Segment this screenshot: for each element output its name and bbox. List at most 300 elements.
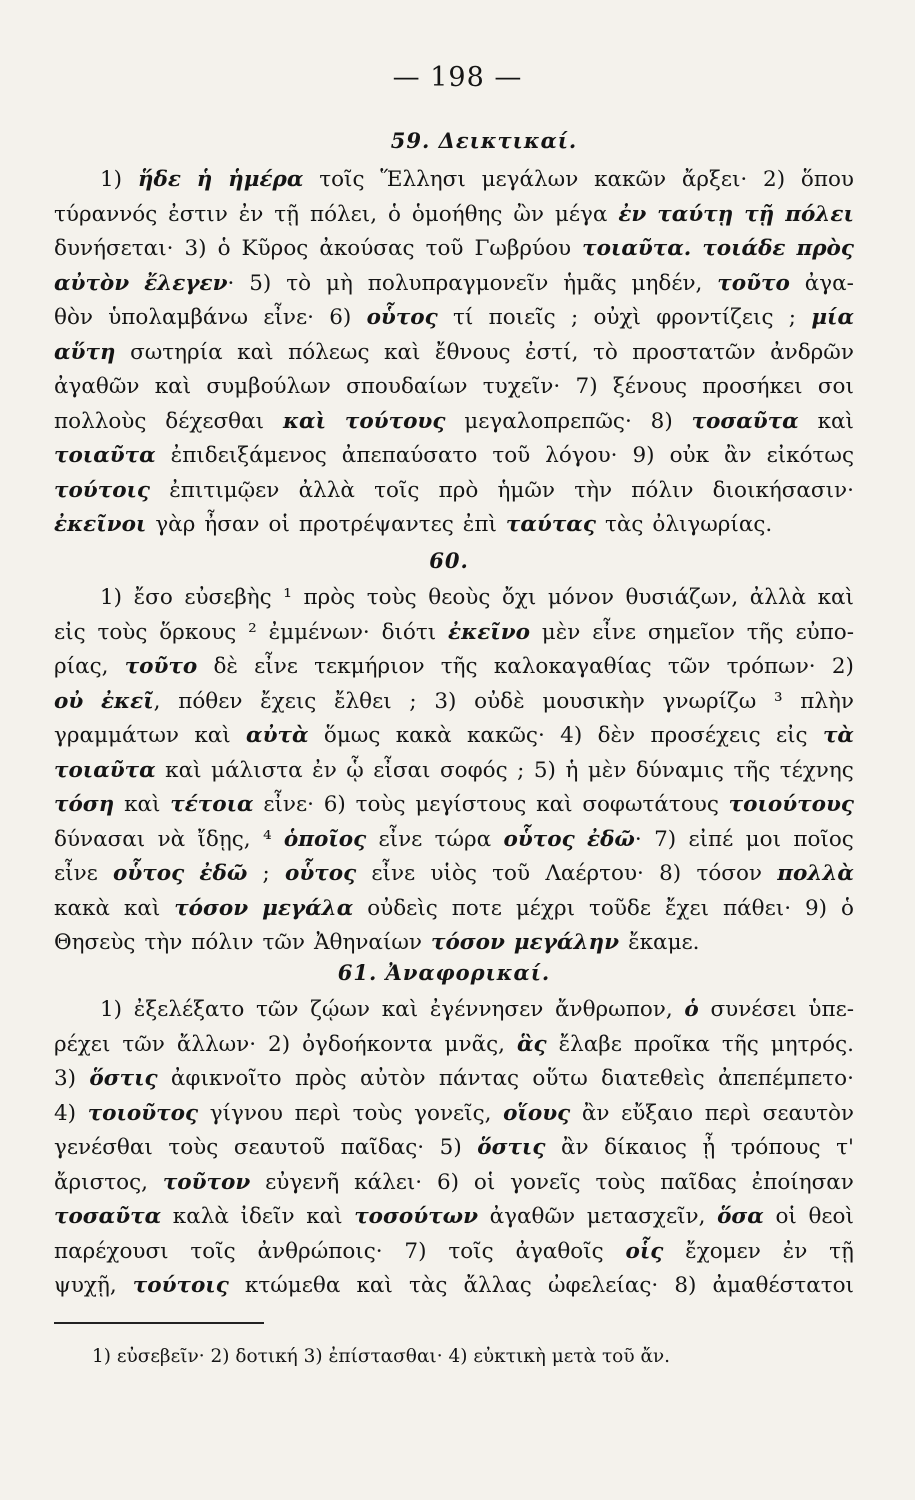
word: περὶ [294, 1100, 341, 1126]
word: υἱὸς [430, 861, 477, 886]
word: παῖδας· [340, 1135, 425, 1160]
word: κακῶν [594, 167, 667, 192]
text-line [54, 1062, 854, 1097]
text-line [54, 581, 854, 616]
text-line [54, 508, 854, 543]
text-line [54, 892, 854, 927]
word: δέχεσθαι [165, 408, 265, 434]
word: ἐπὶ [462, 512, 497, 537]
word: ἐν [238, 201, 264, 227]
word: 4) [54, 1100, 77, 1126]
word: τῆς [721, 1031, 759, 1057]
word: ᾧ [346, 757, 364, 783]
word: ἡμέρα [228, 167, 304, 192]
word: παρέχουσι [54, 1238, 169, 1264]
word: μὲν [541, 619, 581, 645]
word: τοσούτων [354, 1204, 478, 1229]
word: μοι [745, 826, 782, 852]
section-title: 61. Ἀναφορικαί. [337, 960, 551, 985]
word: τυχεῖν· [482, 374, 561, 399]
word: σεαυτὸν [762, 1100, 854, 1126]
word: ποῖος [793, 826, 854, 852]
word: προστατῶν [632, 339, 756, 365]
word: ἀγαθῶν [489, 1204, 576, 1229]
word: ἀμαθέστατοι [712, 1273, 854, 1298]
word: Γωβρύου [474, 236, 572, 261]
text-line [54, 1235, 854, 1270]
word: γὰρ [155, 512, 196, 537]
word: 4) [560, 723, 583, 748]
word: τοὺς [352, 1100, 403, 1126]
word: ὅστις [89, 1066, 158, 1091]
word: ὁ [387, 201, 401, 227]
word: τοιαῦτα [54, 443, 156, 468]
word: 1) [100, 585, 123, 610]
word: νὰ [157, 826, 186, 852]
word: τοῖς [319, 167, 365, 192]
word: καλοκαγαθίας [493, 654, 652, 679]
word: οὗτος [113, 861, 185, 886]
word: τῶν [262, 930, 305, 955]
word: αὐτὸν [360, 1066, 426, 1091]
word: τῆς [733, 757, 771, 783]
word: πόλιν [191, 930, 254, 955]
word: τοσαῦτα [691, 408, 799, 434]
word: μετασχεῖν, [586, 1204, 706, 1229]
word: παῖδας [660, 1169, 737, 1195]
text-line [54, 650, 854, 685]
word: ἐν [618, 201, 647, 227]
word: ἐκεῖνοι [54, 512, 147, 537]
word: τ' [836, 1135, 854, 1160]
word: εἶνε· [263, 305, 314, 330]
word: σοφός [439, 757, 508, 783]
word: ἂν [581, 1100, 610, 1126]
word: γενέσθαι [54, 1135, 153, 1160]
word: τούτοις [54, 477, 151, 503]
word: εὐσεβὴς [184, 585, 272, 610]
word: πρὸς [796, 236, 854, 261]
word: ἄνθρωπον, [555, 997, 673, 1022]
word: οὐδεὶς [367, 895, 438, 921]
word: ἀνδρῶν [770, 339, 854, 365]
footnote-rule [54, 1322, 264, 1324]
word: δὲν [597, 723, 636, 748]
word: ὅπου [800, 167, 854, 192]
word: ἀφικνοῖτο [170, 1066, 282, 1091]
word: τόση [54, 792, 115, 817]
word: τοὺς [355, 792, 406, 817]
word: τρόπων· [726, 654, 816, 679]
word: σπουδαίων [346, 374, 468, 399]
word: ρίας, [54, 654, 109, 679]
word: φροντίζεις [656, 305, 774, 330]
word: ᾖ [702, 1135, 716, 1160]
word: ἀλλὰ [298, 477, 355, 503]
word: σοφωτάτους [582, 792, 719, 817]
word: ἀγα- [804, 270, 854, 296]
word: ὁ [217, 236, 231, 261]
word: ἄρξει· [681, 167, 748, 192]
text-line [54, 1131, 854, 1166]
word: τούτοις [132, 1273, 229, 1298]
word: 2) [268, 1031, 291, 1057]
page-number: — 198 — [392, 62, 523, 93]
text-line [54, 267, 854, 302]
word: δυνήσεται· [54, 236, 174, 261]
word: μηδέν, [631, 270, 703, 296]
section-body [54, 163, 854, 543]
word: μέχρι [515, 895, 576, 921]
word: οὗτος [366, 305, 438, 330]
word: τοῖς [374, 477, 420, 503]
word: τῇ [274, 201, 300, 227]
word: τὴν [574, 477, 613, 503]
footnote: 1) εὐσεβεῖν· 2) δοτική 3) ἐπίστασθαι· 4) εὐκτικὴ μετὰ τοῦ ἄν. [92, 1346, 671, 1367]
text-line [54, 685, 854, 720]
word: εὐγενῆ [265, 1169, 340, 1195]
word: θεοὶ [808, 1204, 854, 1229]
word: 8) [659, 861, 682, 886]
word: τοιαῦτα [54, 757, 156, 783]
word: τούτους [344, 408, 446, 434]
word: ἐν [312, 757, 337, 783]
word: μεγάλων [481, 167, 579, 192]
section-61 [54, 960, 854, 1304]
word: οὐκ [669, 443, 710, 468]
text-line [54, 616, 854, 651]
word: ἀπεπαύσατο [341, 443, 478, 468]
text-line [54, 754, 854, 789]
word: 2) [831, 654, 854, 679]
text-line [54, 1166, 854, 1201]
word: ἐστί, [525, 339, 579, 365]
word: τὰς [604, 512, 644, 537]
word: οἷς [625, 1238, 664, 1264]
word: τοῦτο [717, 270, 790, 296]
word: τοῦ [425, 236, 464, 261]
word: ἔλαβε [558, 1031, 622, 1057]
word: τοιοῦτος [87, 1100, 199, 1126]
word: τὰ [822, 723, 854, 748]
word: ἡμᾶς [563, 270, 617, 296]
word: ἃς [516, 1031, 547, 1057]
word: τῆς [440, 654, 478, 679]
word: δύναμις [635, 757, 724, 783]
word: 2) [763, 167, 786, 192]
word: μέγα [554, 201, 608, 227]
word: τοῦ [492, 443, 531, 468]
word: μεγίστους [415, 792, 527, 817]
word: ἐμμένων· [268, 619, 370, 645]
word: 3) [434, 688, 457, 714]
text-line [54, 719, 854, 754]
word: εἶνε· [263, 792, 314, 817]
word: τοὺς [97, 619, 148, 645]
word: ἄριστος, [54, 1169, 148, 1195]
section-59 [54, 128, 854, 543]
word: ὁ [684, 997, 699, 1022]
word: διότι [381, 619, 437, 645]
word: εἶσαι [373, 757, 431, 783]
word: 7) [575, 374, 598, 399]
text-line [54, 1028, 854, 1063]
word: τόσον [174, 895, 249, 921]
word: κτώμεθα [244, 1273, 341, 1298]
word: ὅμως [323, 723, 381, 748]
word: ἔχεις [260, 688, 317, 714]
word: τοῦτον [162, 1169, 251, 1195]
word: οὕτω [532, 1066, 588, 1091]
word: μία [811, 305, 854, 330]
word: καὶ [381, 997, 419, 1022]
word: ἐγέννησεν [429, 997, 544, 1022]
word: ἔλθει [334, 688, 392, 714]
word: σημεῖον [647, 619, 735, 645]
word: ὅρκους [159, 619, 237, 645]
word: ἥδε [137, 167, 181, 192]
word: πόλεως [288, 339, 370, 365]
word: ἀκούσας [319, 236, 415, 261]
section-title: 60. [429, 548, 469, 573]
word: καὶ [194, 723, 231, 748]
word: σωτηρία [130, 339, 223, 365]
word: πολλοὺς [54, 408, 147, 434]
text-line [54, 993, 854, 1028]
word: εἶνε [254, 654, 298, 679]
word: ὅσα [717, 1204, 764, 1229]
text-line [54, 1269, 854, 1304]
word: εἰς [54, 619, 86, 645]
word: 9) [804, 895, 828, 921]
word: ἐπιτιμῷεν [169, 477, 280, 503]
word: 8) [674, 1273, 697, 1298]
word: ὀγδοήκοντα [302, 1031, 433, 1057]
text-line [54, 857, 854, 892]
word: τοιάδε [702, 236, 786, 261]
word: αὐτὸν [54, 270, 130, 296]
word: τοσαῦτα [54, 1204, 162, 1229]
word: μνᾶς, [444, 1031, 505, 1057]
word: γίγνου [209, 1100, 283, 1126]
text-line [54, 1200, 854, 1235]
word: τὰς [408, 1273, 448, 1298]
word: οἵους [503, 1100, 571, 1126]
word: ὁμοήθης [411, 201, 503, 227]
word: δύνασαι [54, 826, 146, 852]
word: καλὰ [172, 1204, 229, 1229]
text-line [54, 1097, 854, 1132]
word: ἂν [724, 443, 752, 468]
word: 1) [100, 167, 123, 192]
word: πάντας [438, 1066, 520, 1091]
word: αὐτὰ [246, 723, 309, 748]
word: τοὺς [168, 1135, 219, 1160]
word: ζῴων [310, 997, 371, 1022]
word: τὸ [286, 270, 312, 296]
word: ; [788, 305, 797, 330]
word: μὲν [587, 757, 627, 783]
word: μουσικὴν [542, 688, 645, 714]
word: ἡμῶν [497, 477, 555, 503]
word: γνωρίζω [662, 688, 757, 714]
word: καὶ [356, 1273, 393, 1298]
section-body [54, 581, 854, 961]
section-title: 59. Δεικτικαί. [390, 128, 578, 153]
word: τεκμήριον [314, 654, 425, 679]
word: εἶνε [54, 861, 98, 886]
word: ἂν [560, 1135, 589, 1160]
word: εἰς [775, 723, 808, 748]
word: κάλει· [354, 1169, 423, 1195]
word: τοῖς [190, 1238, 236, 1264]
word: πλὴν [800, 688, 854, 714]
word: 6) [323, 792, 346, 817]
word: 3) [184, 236, 207, 261]
word: συμβούλων [206, 374, 331, 399]
word: τύραννός [54, 201, 158, 227]
word: πολυπραγμονεῖν [367, 270, 549, 296]
word: ψυχῇ, [54, 1273, 117, 1298]
word: τοῦ [492, 861, 531, 886]
text-line [54, 336, 854, 371]
word: ἐδῶ [199, 861, 248, 886]
text-line [54, 232, 854, 267]
word: λόγου· [545, 443, 618, 468]
word: ἔλεγεν· [144, 270, 235, 296]
word: εὔξαιο [621, 1100, 694, 1126]
word: πάθει· [723, 895, 792, 921]
word: ἡ [196, 167, 213, 192]
word: καὶ [817, 585, 854, 610]
word: οὗτος [503, 826, 575, 852]
word: ἦσαν [204, 512, 260, 537]
word: κακῶς· [466, 723, 545, 748]
word: τοῦδε [588, 895, 651, 921]
word: καὶ [282, 408, 327, 434]
word: μητρός. [770, 1031, 854, 1057]
word: οἱ [775, 1204, 797, 1229]
word: οὐχὶ [593, 305, 641, 330]
word: 6) [329, 305, 352, 330]
word: περὶ [704, 1100, 752, 1126]
word: τῶν [667, 654, 711, 679]
word: τοιούτους [728, 792, 854, 817]
word: τέτοια [170, 792, 254, 817]
text-line [54, 788, 854, 823]
text-line [54, 823, 854, 858]
word: ἐστιν [168, 201, 228, 227]
word: πόλει [785, 201, 854, 227]
word: διοικήσασιν· [712, 477, 854, 503]
word: ; [570, 305, 579, 330]
word: 9) [632, 443, 655, 468]
text-line [54, 370, 854, 405]
text-line [54, 926, 854, 961]
word: τρόπους [730, 1135, 821, 1160]
word: ρέχει [54, 1031, 111, 1057]
word: πόθεν [178, 688, 243, 714]
word: οὐ [54, 688, 84, 714]
word: καὶ [536, 792, 573, 817]
word: ἔθνους [434, 339, 511, 365]
word: καὶ [817, 408, 854, 434]
word: ὢν [513, 201, 544, 227]
word: προσήκει [702, 374, 803, 399]
word: συνέσει [710, 997, 797, 1022]
word: ἀπεπέμπετο· [717, 1066, 854, 1091]
word: ἀγαθοῖς [515, 1238, 604, 1264]
word: ὠφελείας· [547, 1273, 659, 1298]
word: 7) [654, 826, 677, 852]
word: προσέχεις [650, 723, 761, 748]
word: 5) [249, 270, 272, 296]
word: καὶ [123, 895, 161, 921]
word: γονεῖς [510, 1169, 581, 1195]
word: ἐν [782, 1238, 808, 1264]
word: ἔχει [664, 895, 710, 921]
word: ἀλλὰ [749, 585, 807, 610]
word: ὑπε- [808, 997, 854, 1022]
word: τώρα [434, 826, 492, 852]
word: καὶ [165, 757, 202, 783]
word: 5) [533, 757, 556, 783]
word: τὴν [144, 930, 183, 955]
word: γονεῖς, [414, 1100, 492, 1126]
text-line [54, 439, 854, 474]
word: ⁴ [262, 826, 272, 852]
word: διατεθεὶς [601, 1066, 705, 1091]
word: ἐπιδειξάμενος [170, 443, 327, 468]
word: κακὰ [54, 895, 110, 921]
word: ἐποίησαν [751, 1169, 854, 1195]
word: οἱ [268, 512, 290, 537]
word: ὄχι [501, 585, 537, 610]
word: πρὸς [294, 1066, 347, 1091]
section-body [54, 993, 854, 1304]
word: αὕτη [54, 339, 116, 365]
word: εἶνε [378, 826, 423, 852]
word: πρὸς [303, 585, 356, 610]
word: ἄλλας [463, 1273, 532, 1298]
word: ἔκαμε. [628, 930, 700, 955]
word: τῇ [744, 201, 775, 227]
word: ἐξελέξατο [133, 997, 245, 1022]
word: μάλιστα [211, 757, 303, 783]
word: ἀνθρώποις· [257, 1238, 383, 1264]
word: καὶ [306, 1204, 343, 1229]
word: μόνον [547, 585, 614, 610]
word: θυσιάζων, [625, 585, 739, 610]
word: Ἀθηναίων [314, 930, 422, 955]
word: 7) [404, 1238, 427, 1264]
word: ³ [773, 688, 783, 714]
word: ¹ [283, 585, 292, 610]
word: πόλιν [631, 477, 694, 503]
word: καὶ [124, 792, 161, 817]
word: ὁ [841, 895, 854, 921]
word: ἀγαθῶν [54, 374, 140, 399]
word: ² [248, 619, 257, 645]
word: καὶ [237, 339, 274, 365]
word: 1) [100, 997, 123, 1022]
word: τὸ [592, 339, 618, 365]
word: ἄλλων· [176, 1031, 257, 1057]
word: μεγαλοπρεπῶς· [464, 408, 632, 434]
word: οὐδὲ [474, 688, 525, 714]
word: τόσον [696, 861, 762, 886]
word: καὶ [154, 374, 192, 399]
